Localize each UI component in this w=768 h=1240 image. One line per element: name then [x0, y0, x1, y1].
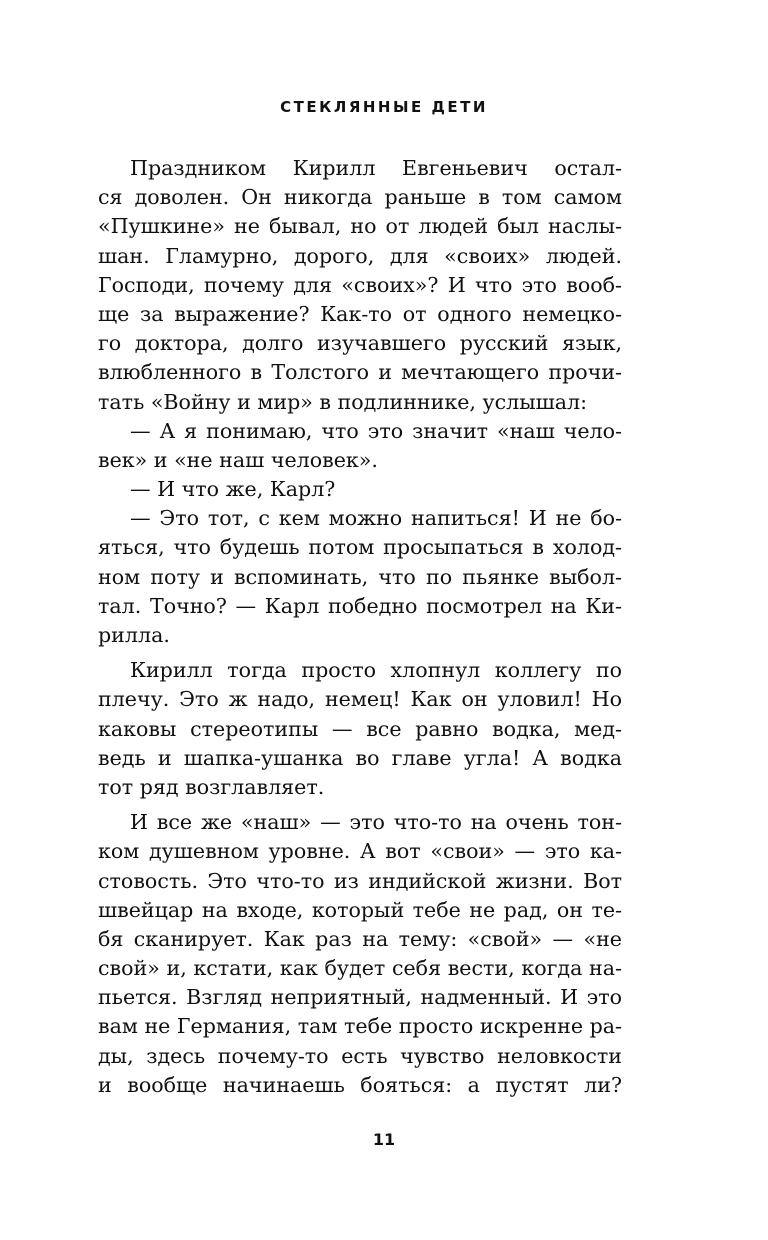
text-line: тот ряд возглавляет.	[98, 774, 325, 799]
text-line: шан. Гламурно, дорого, для «своих» людей.	[98, 243, 622, 268]
text-line: Кирилл тогда просто хлопнул коллегу по	[130, 658, 622, 683]
text-line: влюбленного в Толстого и мечтающего прочи-	[98, 360, 622, 385]
dialogue-paragraph	[98, 504, 622, 650]
text-line: тать «Войну и мир» в подлиннике, услышал:	[98, 389, 588, 414]
text-line: Праздником Кирилл Евгеньевич остал-	[130, 156, 622, 180]
text-line: ведь и шапка-ушанка во главе угла! А водка	[98, 745, 622, 770]
text-line: И все же «наш» — это что-то на очень тон-	[130, 810, 622, 835]
dialogue-paragraph	[98, 417, 622, 475]
text-line: ся доволен. Он никогда раньше в том самом	[98, 185, 622, 210]
text-line: ком душевном уровне. А вот «свои» — это ка-	[98, 839, 622, 864]
text-line: вам не Германия, там тебе просто искренне ра-	[98, 1014, 622, 1039]
text-line: тал. Точно? — Карл победно посмотрел на Ки-	[98, 593, 622, 618]
text-line: го доктора, долго изучавшего русский язык,	[98, 331, 622, 356]
running-head: СТЕКЛЯННЫЕ ДЕТИ	[280, 98, 488, 116]
text-line: — И что же, Карл?	[130, 477, 336, 502]
text-line: век» и «не наш человек».	[98, 447, 378, 472]
text-line: яться, что будешь потом просыпаться в холод-	[98, 535, 622, 560]
text-line: — Это тот, с кем можно напиться! И не бо-	[130, 506, 622, 531]
text-line: Господи, почему для «своих»? И что это вооб-	[98, 272, 622, 297]
text-line: стовость. Это что-то из индийской жизни. Вот	[98, 868, 622, 893]
text-line: — А я понимаю, что это значит «наш чело-	[130, 418, 622, 443]
paragraph	[98, 808, 622, 1100]
text-line: «Пушкине» не бывал, но от людей был наслы-	[98, 214, 622, 239]
text-line: плечу. Это ж надо, немец! Как он уловил! Но	[98, 687, 622, 712]
text-line: ном поту и вспоминать, что по пьянке выбол-	[98, 564, 622, 589]
text-line: свой» и, кстати, как будет себя вести, когда на-	[98, 956, 622, 981]
dialogue-paragraph	[98, 475, 622, 504]
text-line: рилла.	[98, 623, 170, 647]
text-line: пьется. Взгляд неприятный, надменный. И это	[98, 985, 622, 1010]
text-line: каковы стереотипы — все равно водка, мед-	[98, 716, 622, 741]
page-number: 11	[372, 1130, 396, 1149]
text-line: бя сканирует. Как раз на тему: «свой» — «не	[98, 926, 622, 951]
text-line: и вообще начинаешь бояться: а пустят ли?	[98, 1072, 622, 1097]
body-text	[98, 154, 622, 1100]
text-line: ды, здесь почему-то есть чувство неловкости	[98, 1043, 622, 1068]
paragraph	[98, 154, 622, 417]
text-line: швейцар на входе, который тебе не рад, он те-	[98, 897, 622, 922]
paragraph	[98, 656, 622, 802]
text-line: ще за выражение? Как-то от одного немецко-	[98, 301, 622, 326]
